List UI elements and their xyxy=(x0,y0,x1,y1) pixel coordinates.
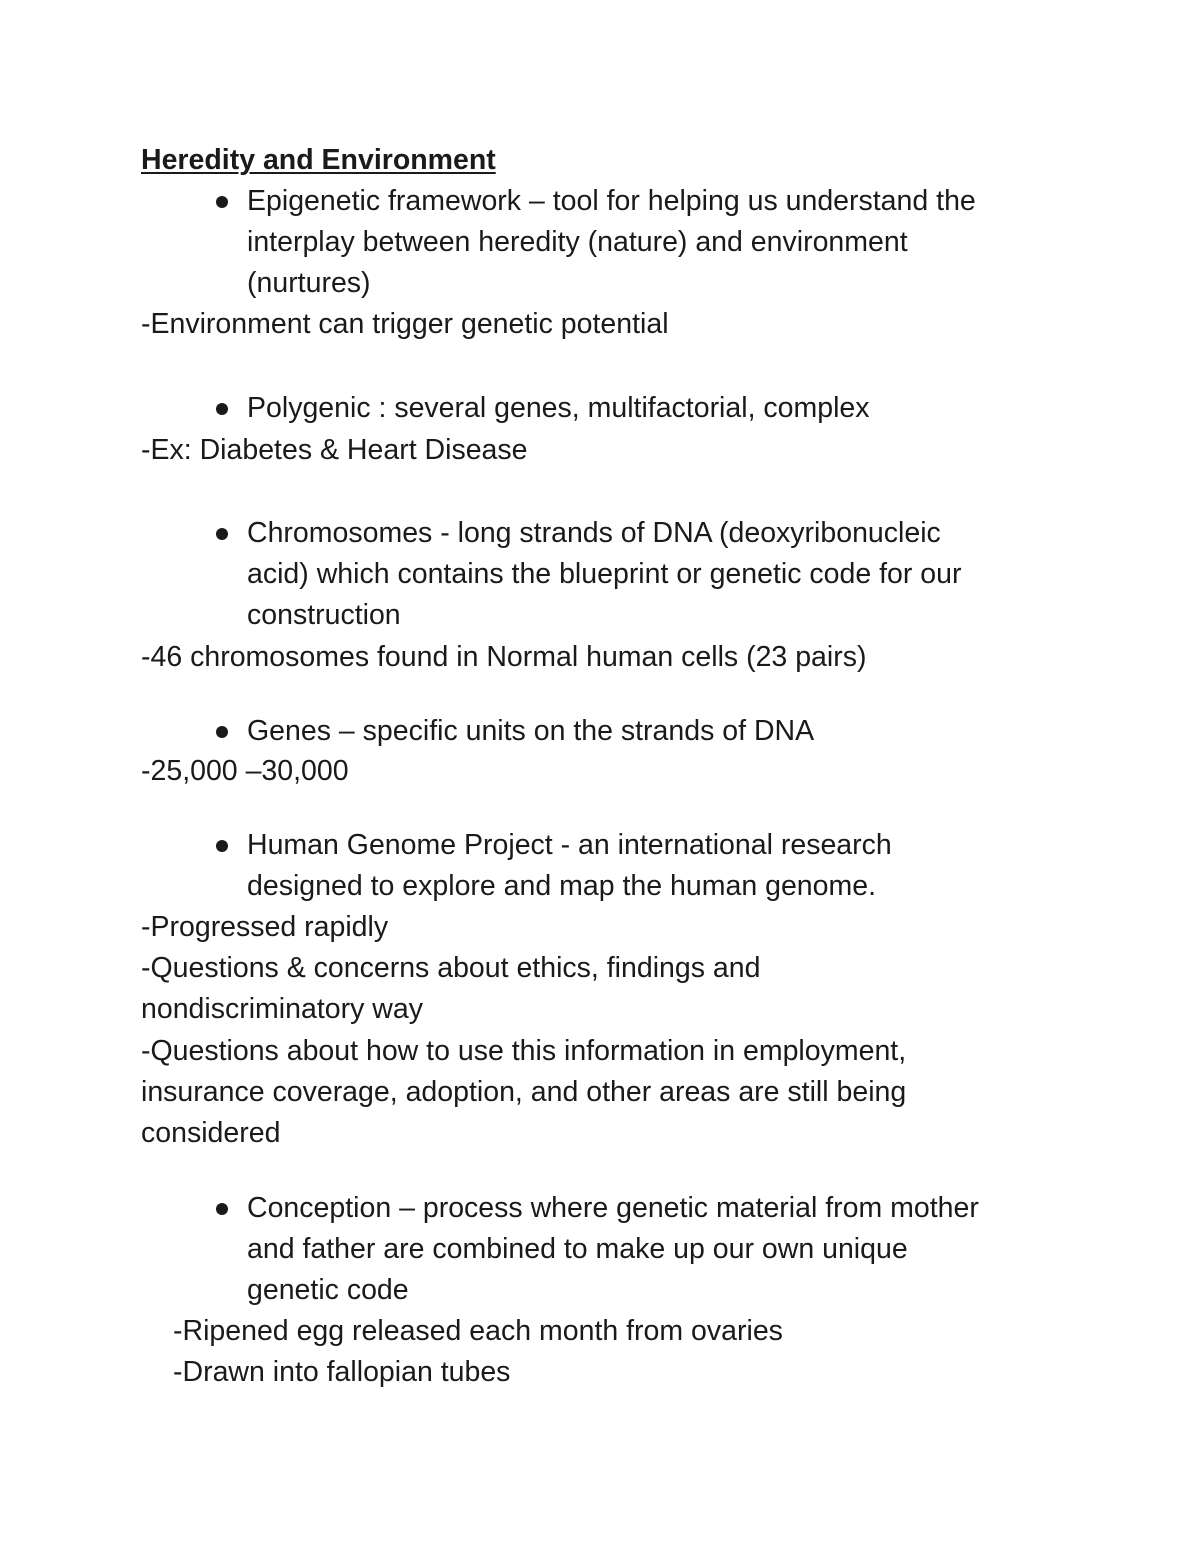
note-line: -46 chromosomes found in Normal human cells (23 pairs) xyxy=(141,641,867,673)
note-line: -Progressed rapidly xyxy=(141,911,389,943)
note-line: -25,000 –30,000 xyxy=(141,755,349,787)
note-line: -Questions about how to use this information in employment, xyxy=(141,1035,907,1067)
note-line: -Ex: Diabetes & Heart Disease xyxy=(141,434,528,466)
bullet-icon xyxy=(216,726,228,738)
bullet-icon xyxy=(216,528,228,540)
bullet-text: Epigenetic framework – tool for helping us understand the xyxy=(247,185,976,217)
bullet-icon xyxy=(216,196,228,208)
note-line: -Drawn into fallopian tubes xyxy=(173,1356,511,1388)
bullet-text: Conception – process where genetic material from mother xyxy=(247,1192,979,1224)
note-line: considered xyxy=(141,1117,281,1149)
bullet-text: Chromosomes - long strands of DNA (deoxyribonucleic xyxy=(247,517,941,549)
bullet-icon xyxy=(216,1203,228,1215)
note-line: -Ripened egg released each month from ovaries xyxy=(173,1315,783,1347)
note-line: insurance coverage, adoption, and other areas are still being xyxy=(141,1076,907,1108)
bullet-text: construction xyxy=(247,599,401,631)
note-line: -Environment can trigger genetic potential xyxy=(141,308,669,340)
bullet-text: Polygenic : several genes, multifactorial, complex xyxy=(247,392,870,424)
bullet-text: genetic code xyxy=(247,1274,409,1306)
note-line: -Questions & concerns about ethics, findings and xyxy=(141,952,761,984)
bullet-icon xyxy=(216,840,228,852)
bullet-text: Human Genome Project - an international research xyxy=(247,829,892,861)
bullet-text: Genes – specific units on the strands of DNA xyxy=(247,715,815,747)
bullet-text: and father are combined to make up our own unique xyxy=(247,1233,908,1265)
document-title: Heredity and Environment xyxy=(141,144,496,176)
note-line: nondiscriminatory way xyxy=(141,993,423,1025)
bullet-text: designed to explore and map the human genome. xyxy=(247,870,877,902)
bullet-text: (nurtures) xyxy=(247,267,371,299)
bullet-text: interplay between heredity (nature) and environment xyxy=(247,226,908,258)
bullet-icon xyxy=(216,403,228,415)
bullet-text: acid) which contains the blueprint or genetic code for our xyxy=(247,558,962,590)
